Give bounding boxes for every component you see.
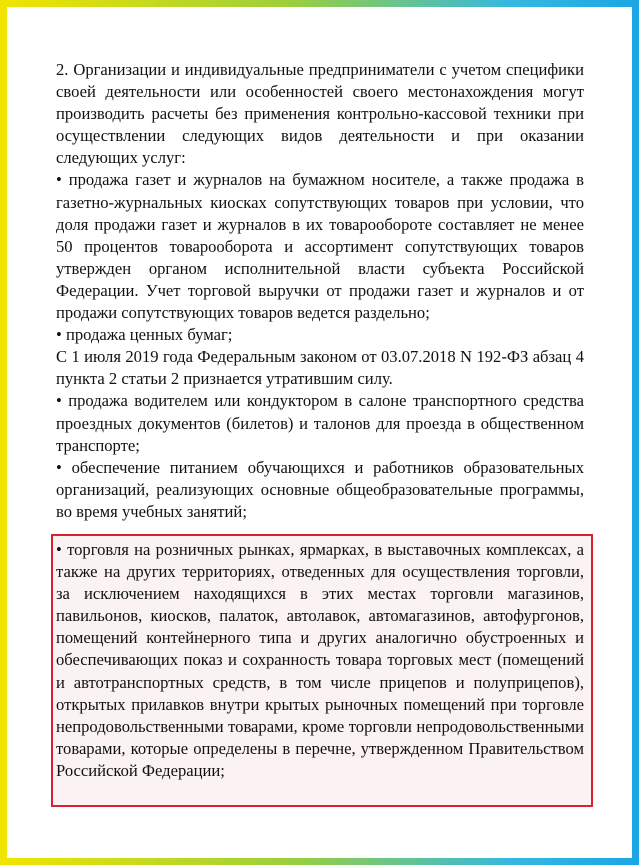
- highlighted-section: [56, 539, 584, 782]
- paragraph-school-meals: • обеспечение питанием обучающихся и работников образовательных организаций, реализующих основные общеобразовательные программы, во время учебных занятий;: [56, 457, 584, 521]
- paragraph-newspapers: • продажа газет и журналов на бумажном носителе, а также продажа в газетно-журнальных киосках сопутствующих товаров при условии, что доля продажи газет и журналов в их товарообороте составляет не менее 50 процентов товарооборота и ассортимент сопутствующих товаров утвержден органом исполнительной власти субъекта Российской Федерации. Учет торговой выручки от продажи газет и журналов и от продажи сопутствующих товаров ведется раздельно;: [56, 170, 584, 323]
- document-body: [56, 59, 584, 523]
- paragraph-transport: • продажа водителем или кондуктором в салоне транспортного средства проездных документов (билетов) и талонов для проезда в общественном транспорте;: [56, 391, 584, 455]
- paragraph-law-note: С 1 июля 2019 года Федеральным законом от 03.07.2018 N 192-ФЗ абзац 4 пункта 2 статьи 2 признается утратившим силу.: [56, 347, 584, 389]
- paragraph-intro: 2. Организации и индивидуальные предприниматели с учетом специфики своей деятельности или особенностей своего местонахождения могут производить расчеты без применения контрольно-кассовой техники при осуществлении следующих видов деятельности и при оказании следующих услуг:: [56, 60, 584, 168]
- paragraph-securities: • продажа ценных бумаг;: [56, 325, 233, 345]
- paragraph-markets: • торговля на розничных рынках, ярмарках, в выставочных комплексах, а также на других территориях, отведенных для осуществления торговли, за исключением находящихся в этих местах торговли магазинов, павильонов, киосков, палаток, автолавок, автомагазинов, автофургонов, помещений контейнерного типа и других аналогично обустроенных и обеспечивающих показ и сохранность товара торговых мест (помещений и автотранспортных средств, в том числе прицепов и полуприцепов), открытых прилавков внутри крытых рыночных помещений при торговле непродовольственными товарами, кроме торговли непродовольственными товарами, которые определены в перечне, утвержденном Правительством Российской Федерации;: [56, 540, 584, 780]
